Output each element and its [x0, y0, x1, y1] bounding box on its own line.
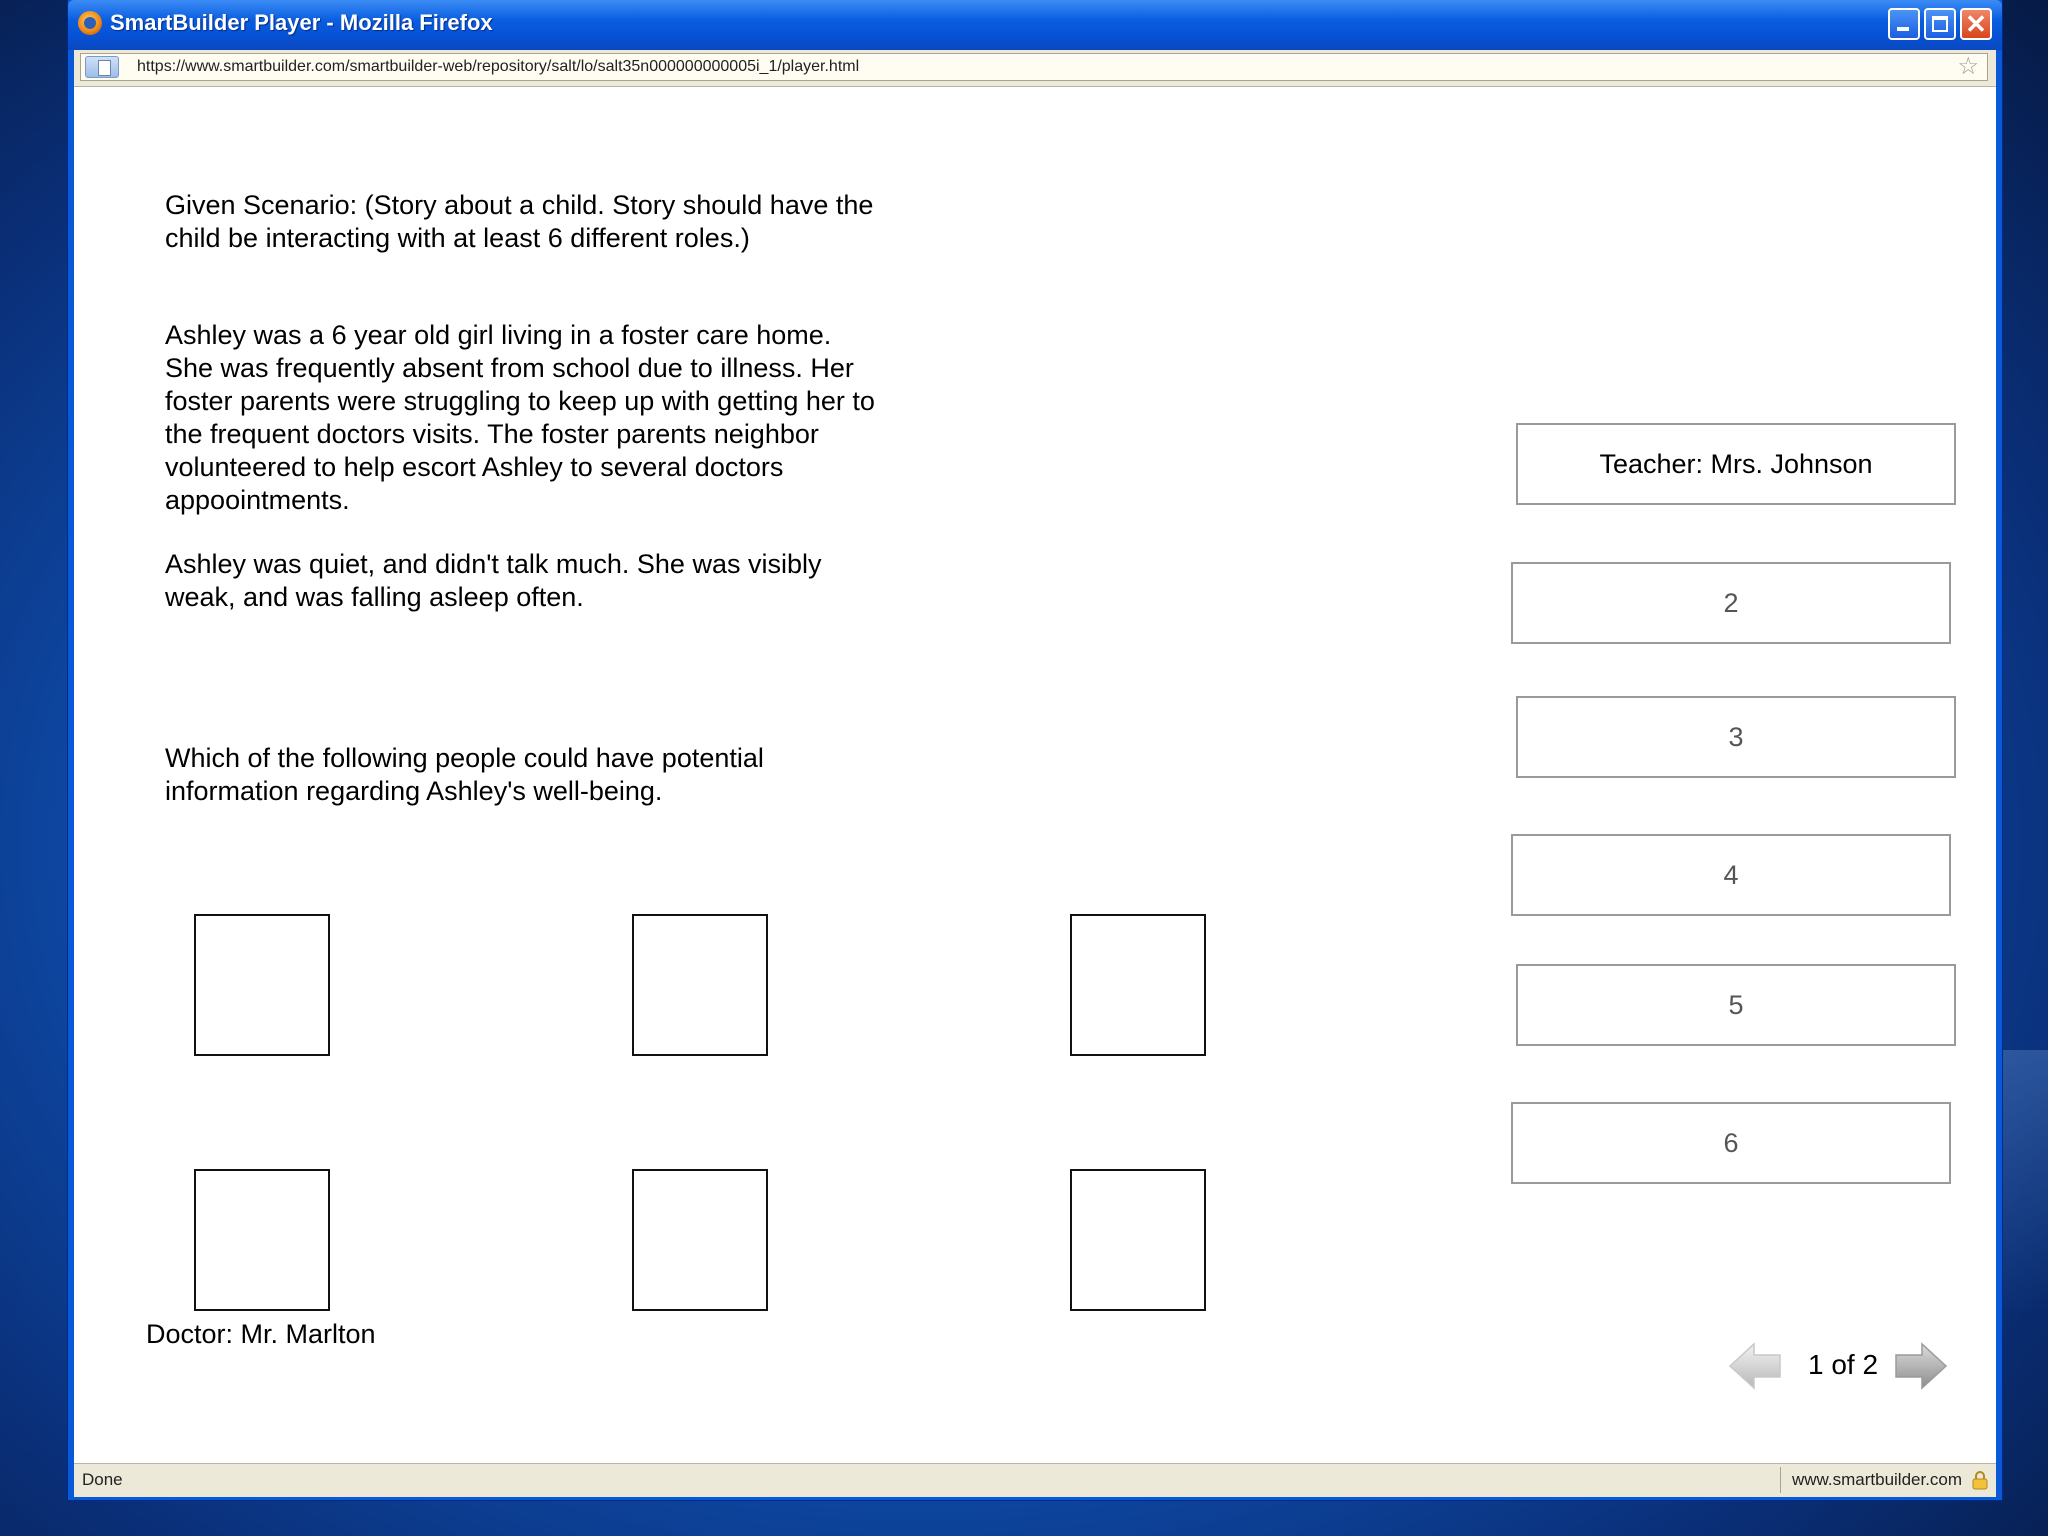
title-bar — [68, 0, 2002, 50]
status-divider — [1780, 1467, 1781, 1493]
maximize-icon — [1932, 16, 1948, 32]
scenario-paragraph-1: Ashley was a 6 year old girl living in a foster care home. She was frequently absent from school due to illness. Her foster parents were struggling to keep up with getting her to the frequent doctors visits. The foster parents neighbor volunteered to help escort Ashley to several doctors appoointments. — [165, 320, 875, 515]
firefox-icon — [78, 11, 102, 35]
role-option-6[interactable]: 6 — [1511, 1102, 1951, 1184]
window-title: SmartBuilder Player - Mozilla Firefox — [110, 10, 493, 35]
scenario-paragraph-2: Ashley was quiet, and didn't talk much. She was visibly weak, and was falling asleep often. — [165, 549, 822, 612]
question-text: Which of the following people could have potential information regarding Ashley's well-being. — [165, 743, 764, 806]
role-option-3[interactable]: 3 — [1516, 696, 1956, 778]
star-icon[interactable]: ☆ — [1957, 53, 1979, 80]
role-option-4[interactable]: 4 — [1511, 834, 1951, 916]
close-icon: ✕ — [1965, 9, 1987, 39]
url-field[interactable] — [80, 53, 1988, 81]
role-option-1[interactable]: Teacher: Mrs. Johnson — [1516, 423, 1956, 505]
status-domain: www.smartbuilder.com — [1792, 1470, 1963, 1489]
url-text[interactable]: https://www.smartbuilder.com/smartbuilder-web/repository/salt/lo/salt35n000000000005i_1/player.html — [137, 58, 860, 75]
drop-target-3[interactable] — [1070, 914, 1206, 1056]
lock-icon[interactable] — [1972, 1470, 1988, 1490]
role-option-5[interactable]: 5 — [1516, 964, 1956, 1046]
minimize-icon — [1897, 27, 1909, 31]
drop-target-5[interactable] — [632, 1169, 768, 1311]
drop-target-2[interactable] — [632, 914, 768, 1056]
status-bar — [74, 1463, 1996, 1497]
browser-window — [68, 0, 2002, 1500]
placed-role-doctor[interactable]: Doctor: Mr. Marlton — [146, 1319, 376, 1349]
address-bar — [74, 50, 1996, 87]
role-option-2[interactable]: 2 — [1511, 562, 1951, 644]
page-icon[interactable] — [85, 56, 119, 78]
scenario-header: Given Scenario: (Story about a child. Story should have the child be interacting with at least 6 different roles.) — [165, 190, 874, 253]
drop-target-4[interactable] — [194, 1169, 330, 1311]
drop-target-1[interactable] — [194, 914, 330, 1056]
status-text: Done — [82, 1470, 123, 1489]
player-content — [74, 87, 1996, 1463]
arrow-left-icon[interactable] — [1728, 1341, 1782, 1391]
page-counter: 1 of 2 — [1808, 1349, 1879, 1380]
drop-target-6[interactable] — [1070, 1169, 1206, 1311]
minimize-button[interactable] — [1888, 8, 1920, 40]
close-button[interactable] — [1960, 8, 1992, 40]
maximize-button[interactable] — [1924, 8, 1956, 40]
arrow-right-icon[interactable] — [1894, 1341, 1948, 1391]
